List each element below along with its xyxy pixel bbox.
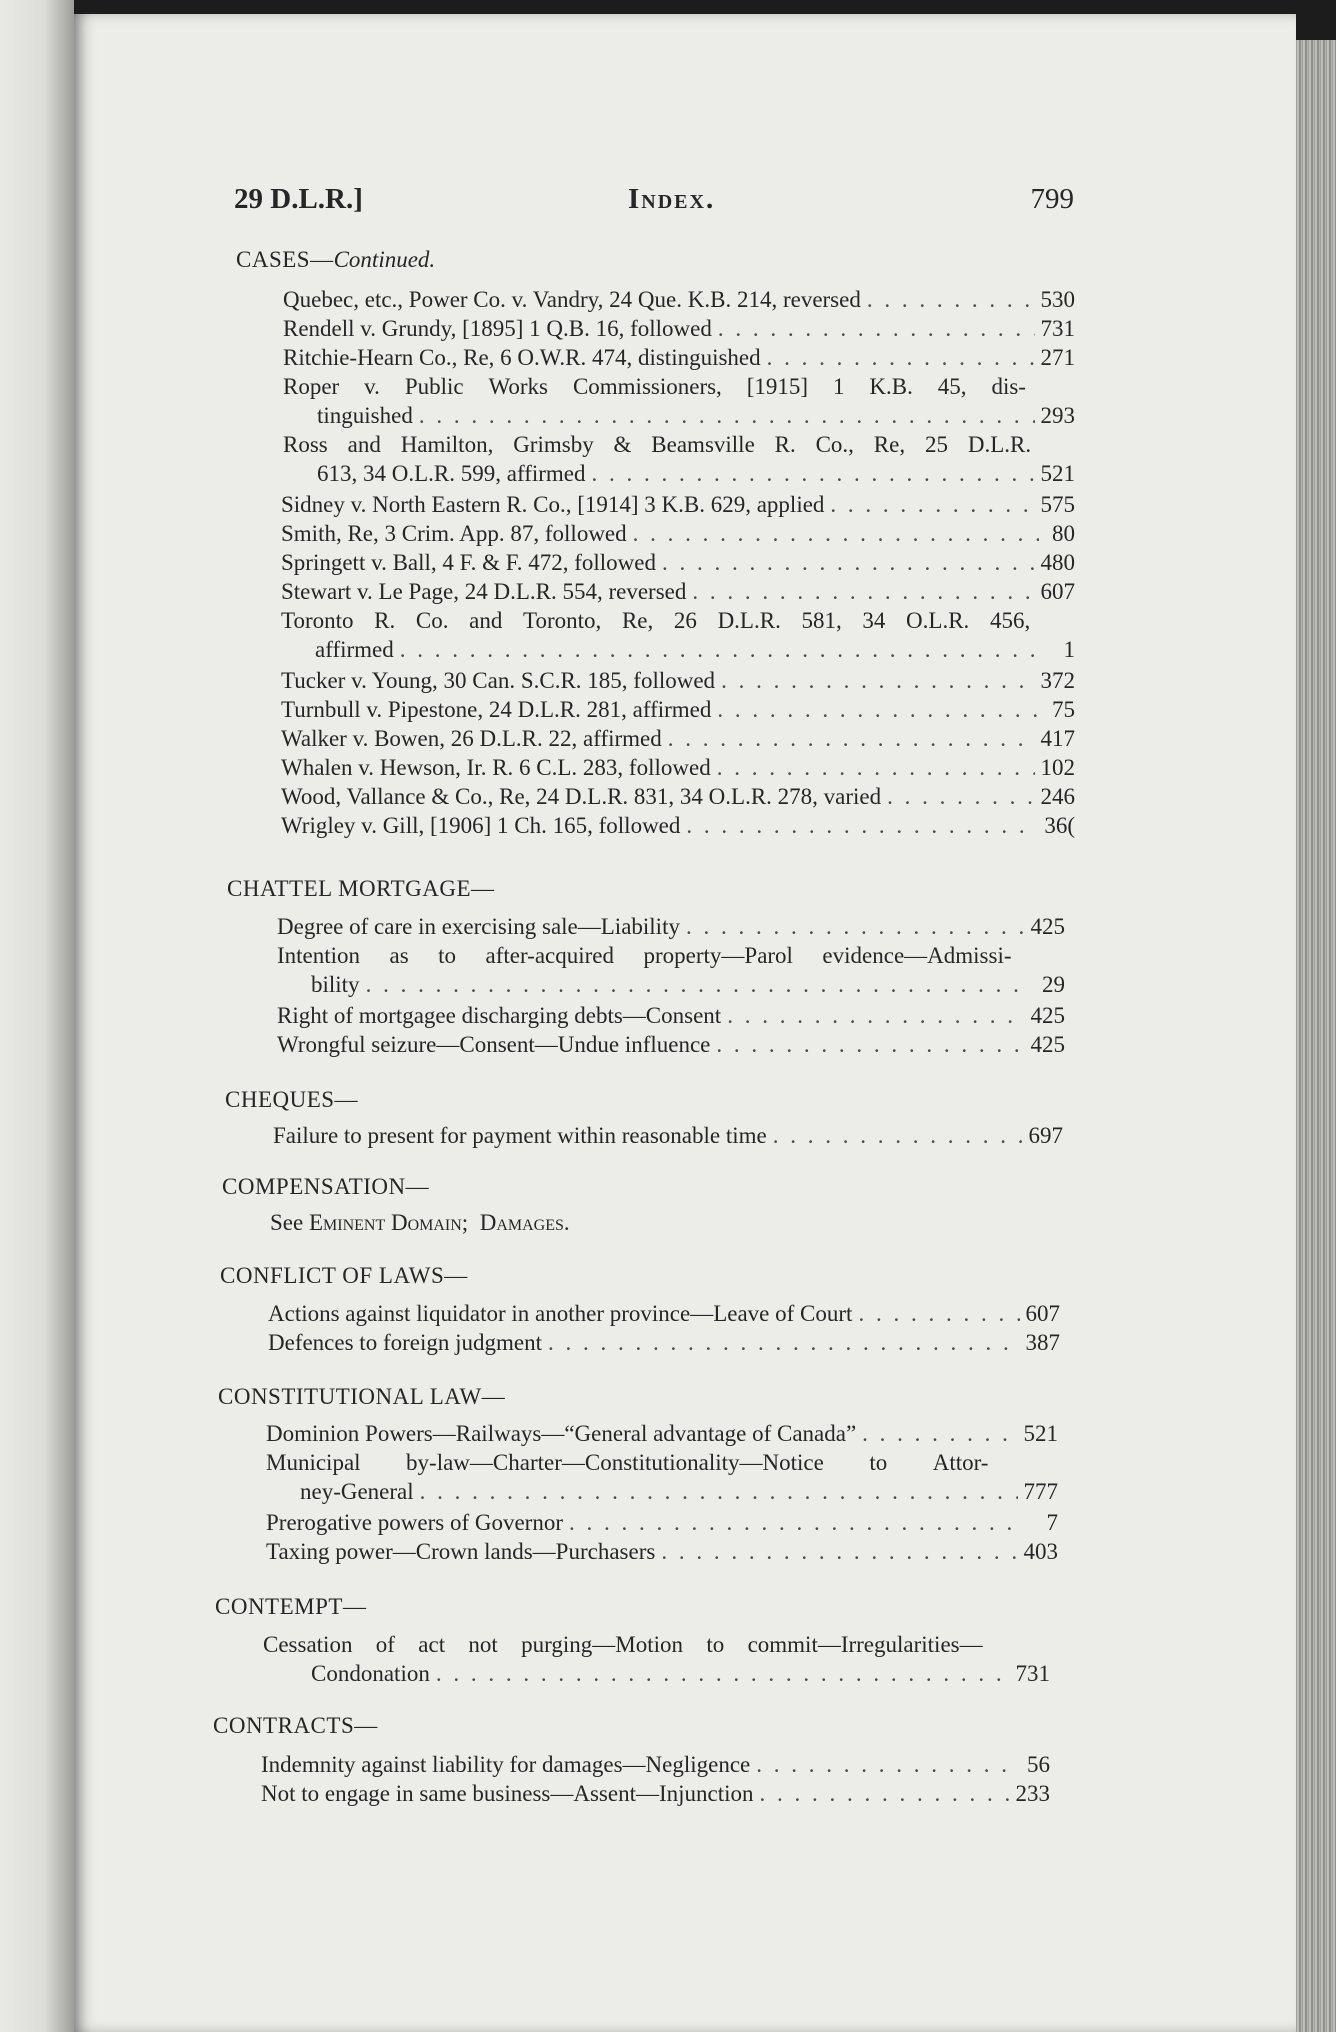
index-entry: Degree of care in exercising sale—Liability . . . 425: [277, 912, 1065, 941]
entry-page: 521: [1023, 1421, 1058, 1446]
entry-page: 521: [1040, 461, 1075, 486]
volume-reference: 29 D.L.R.]: [234, 183, 363, 215]
see-reference: Damages.: [479, 1210, 570, 1235]
entry-page: 387: [1025, 1330, 1060, 1355]
index-entry: Right of mortgagee discharging debts—Consent . . . 425: [277, 1001, 1065, 1030]
see-also-entry: See Eminent Domain; Damages.: [270, 1210, 570, 1235]
entry-page: 530: [1040, 287, 1075, 312]
index-entry: Roper v. Public Works Commissioners, [1915] 1 K.B. 45, dis- tinguished . . . 293: [283, 372, 1075, 430]
entry-page: 29: [1042, 972, 1065, 997]
section-heading: COMPENSATION—: [222, 1174, 430, 1199]
section-heading: CONTRACTS—: [213, 1713, 378, 1738]
entry-page: 56: [1027, 1752, 1050, 1777]
entry-page: 233: [1015, 1781, 1050, 1806]
entry-page: 731: [1040, 316, 1075, 341]
index-entry: Municipal by-law—Charter—Constitutionality—Notice to Attor- ney-General . . . 777: [266, 1448, 1058, 1506]
see-reference: Eminent Domain;: [308, 1210, 469, 1235]
entry-page: 271: [1040, 345, 1075, 370]
entry-page: 293: [1040, 403, 1075, 428]
index-entry: Ross and Hamilton, Grimsby & Beamsville R. Co., Re, 25 D.L.R. 613, 34 O.L.R. 599, affirmed . . . 521: [283, 430, 1075, 488]
entry-page: 246: [1040, 784, 1075, 809]
continued-label: Continued.: [333, 247, 436, 272]
page-title: Index.: [628, 183, 716, 215]
index-entry: Quebec, etc., Power Co. v. Vandry, 24 Que. K.B. 214, reversed . . . 530: [283, 285, 1075, 314]
section-heading: CHATTEL MORTGAGE—: [227, 876, 495, 901]
entry-page: 1: [1063, 637, 1075, 662]
entry-page: 697: [1028, 1123, 1063, 1148]
index-entry: Wrigley v. Gill, [1906] 1 Ch. 165, followed . . . 36(: [281, 811, 1075, 840]
index-entry: Taxing power—Crown lands—Purchasers . . . 403: [266, 1537, 1058, 1566]
index-entry: Indemnity against liability for damages—Negligence . . . 56: [261, 1750, 1050, 1779]
index-entry: Not to engage in same business—Assent—Injunction . . . 233: [261, 1779, 1050, 1808]
index-entry: Cessation of act not purging—Motion to commit—Irregularities— Condonation . . . 731: [263, 1630, 1050, 1688]
entry-page: 102: [1040, 755, 1075, 780]
entry-page: 403: [1023, 1539, 1058, 1564]
entry-page: 607: [1040, 579, 1075, 604]
index-entry: Failure to present for payment within reasonable time . . . 697: [273, 1121, 1063, 1150]
entry-page: 75: [1052, 697, 1075, 722]
index-entry: Toronto R. Co. and Toronto, Re, 26 D.L.R. 581, 34 O.L.R. 456, affirmed . . . 1: [281, 606, 1075, 664]
running-header: [234, 183, 1074, 227]
entry-page: 425: [1030, 1032, 1065, 1057]
index-entry: Rendell v. Grundy, [1895] 1 Q.B. 16, followed . . . 731: [283, 314, 1075, 343]
index-entry: Stewart v. Le Page, 24 D.L.R. 554, reversed . . . 607: [281, 577, 1075, 606]
section-heading: CONTEMPT—: [215, 1594, 367, 1619]
index-entry: Wood, Vallance & Co., Re, 24 D.L.R. 831, 34 O.L.R. 278, varied . . . 246: [281, 782, 1075, 811]
index-entry: Sidney v. North Eastern R. Co., [1914] 3 K.B. 629, applied . . . 575: [281, 490, 1075, 519]
index-entry: Wrongful seizure—Consent—Undue influence . . . 425: [277, 1030, 1065, 1059]
entry-page: 575: [1040, 492, 1075, 517]
entry-page: 425: [1030, 1003, 1065, 1028]
entry-page: 372: [1040, 668, 1075, 693]
index-entry: Tucker v. Young, 30 Can. S.C.R. 185, followed . . . 372: [281, 666, 1075, 695]
left-page-edge: [0, 0, 74, 2032]
section-heading: CONFLICT OF LAWS—: [220, 1263, 468, 1288]
index-entry: Actions against liquidator in another province—Leave of Court . . . 607: [268, 1299, 1060, 1328]
index-entry: Springett v. Ball, 4 F. & F. 472, followed . . . 480: [281, 548, 1075, 577]
entry-page: 607: [1025, 1301, 1060, 1326]
index-entry: Walker v. Bowen, 26 D.L.R. 22, affirmed . . . 417: [281, 724, 1075, 753]
index-entry: Prerogative powers of Governor . . . 7: [266, 1508, 1058, 1537]
section-heading: CONSTITUTIONAL LAW—: [218, 1384, 506, 1409]
index-entry: Defences to foreign judgment . . . 387: [268, 1328, 1060, 1357]
index-entry: Intention as to after-acquired property—Parol evidence—Admissi- bility . . . 29: [277, 941, 1065, 999]
entry-page: 777: [1023, 1479, 1058, 1504]
entry-page: 480: [1040, 550, 1075, 575]
entry-page: 36(: [1044, 813, 1075, 838]
index-entry: Smith, Re, 3 Crim. App. 87, followed . . . 80: [281, 519, 1075, 548]
entry-page: 417: [1040, 726, 1075, 751]
index-entry: Dominion Powers—Railways—“General advantage of Canada” . . . 521: [266, 1419, 1058, 1448]
entry-page: 7: [1046, 1510, 1058, 1535]
section-heading: CASES—Continued.: [236, 247, 436, 272]
index-entry: Whalen v. Hewson, Ir. R. 6 C.L. 283, followed . . . 102: [281, 753, 1075, 782]
entry-page: 731: [1015, 1661, 1050, 1686]
index-entry: Ritchie-Hearn Co., Re, 6 O.W.R. 474, distinguished . . . 271: [283, 343, 1075, 372]
section-heading: CHEQUES—: [225, 1087, 359, 1112]
entry-page: 80: [1052, 521, 1075, 546]
page-number: 799: [1030, 183, 1074, 215]
page-fore-edge: [1296, 40, 1336, 2032]
entry-page: 425: [1030, 914, 1065, 939]
index-entry: Turnbull v. Pipestone, 24 D.L.R. 281, affirmed . . . 75: [281, 695, 1075, 724]
